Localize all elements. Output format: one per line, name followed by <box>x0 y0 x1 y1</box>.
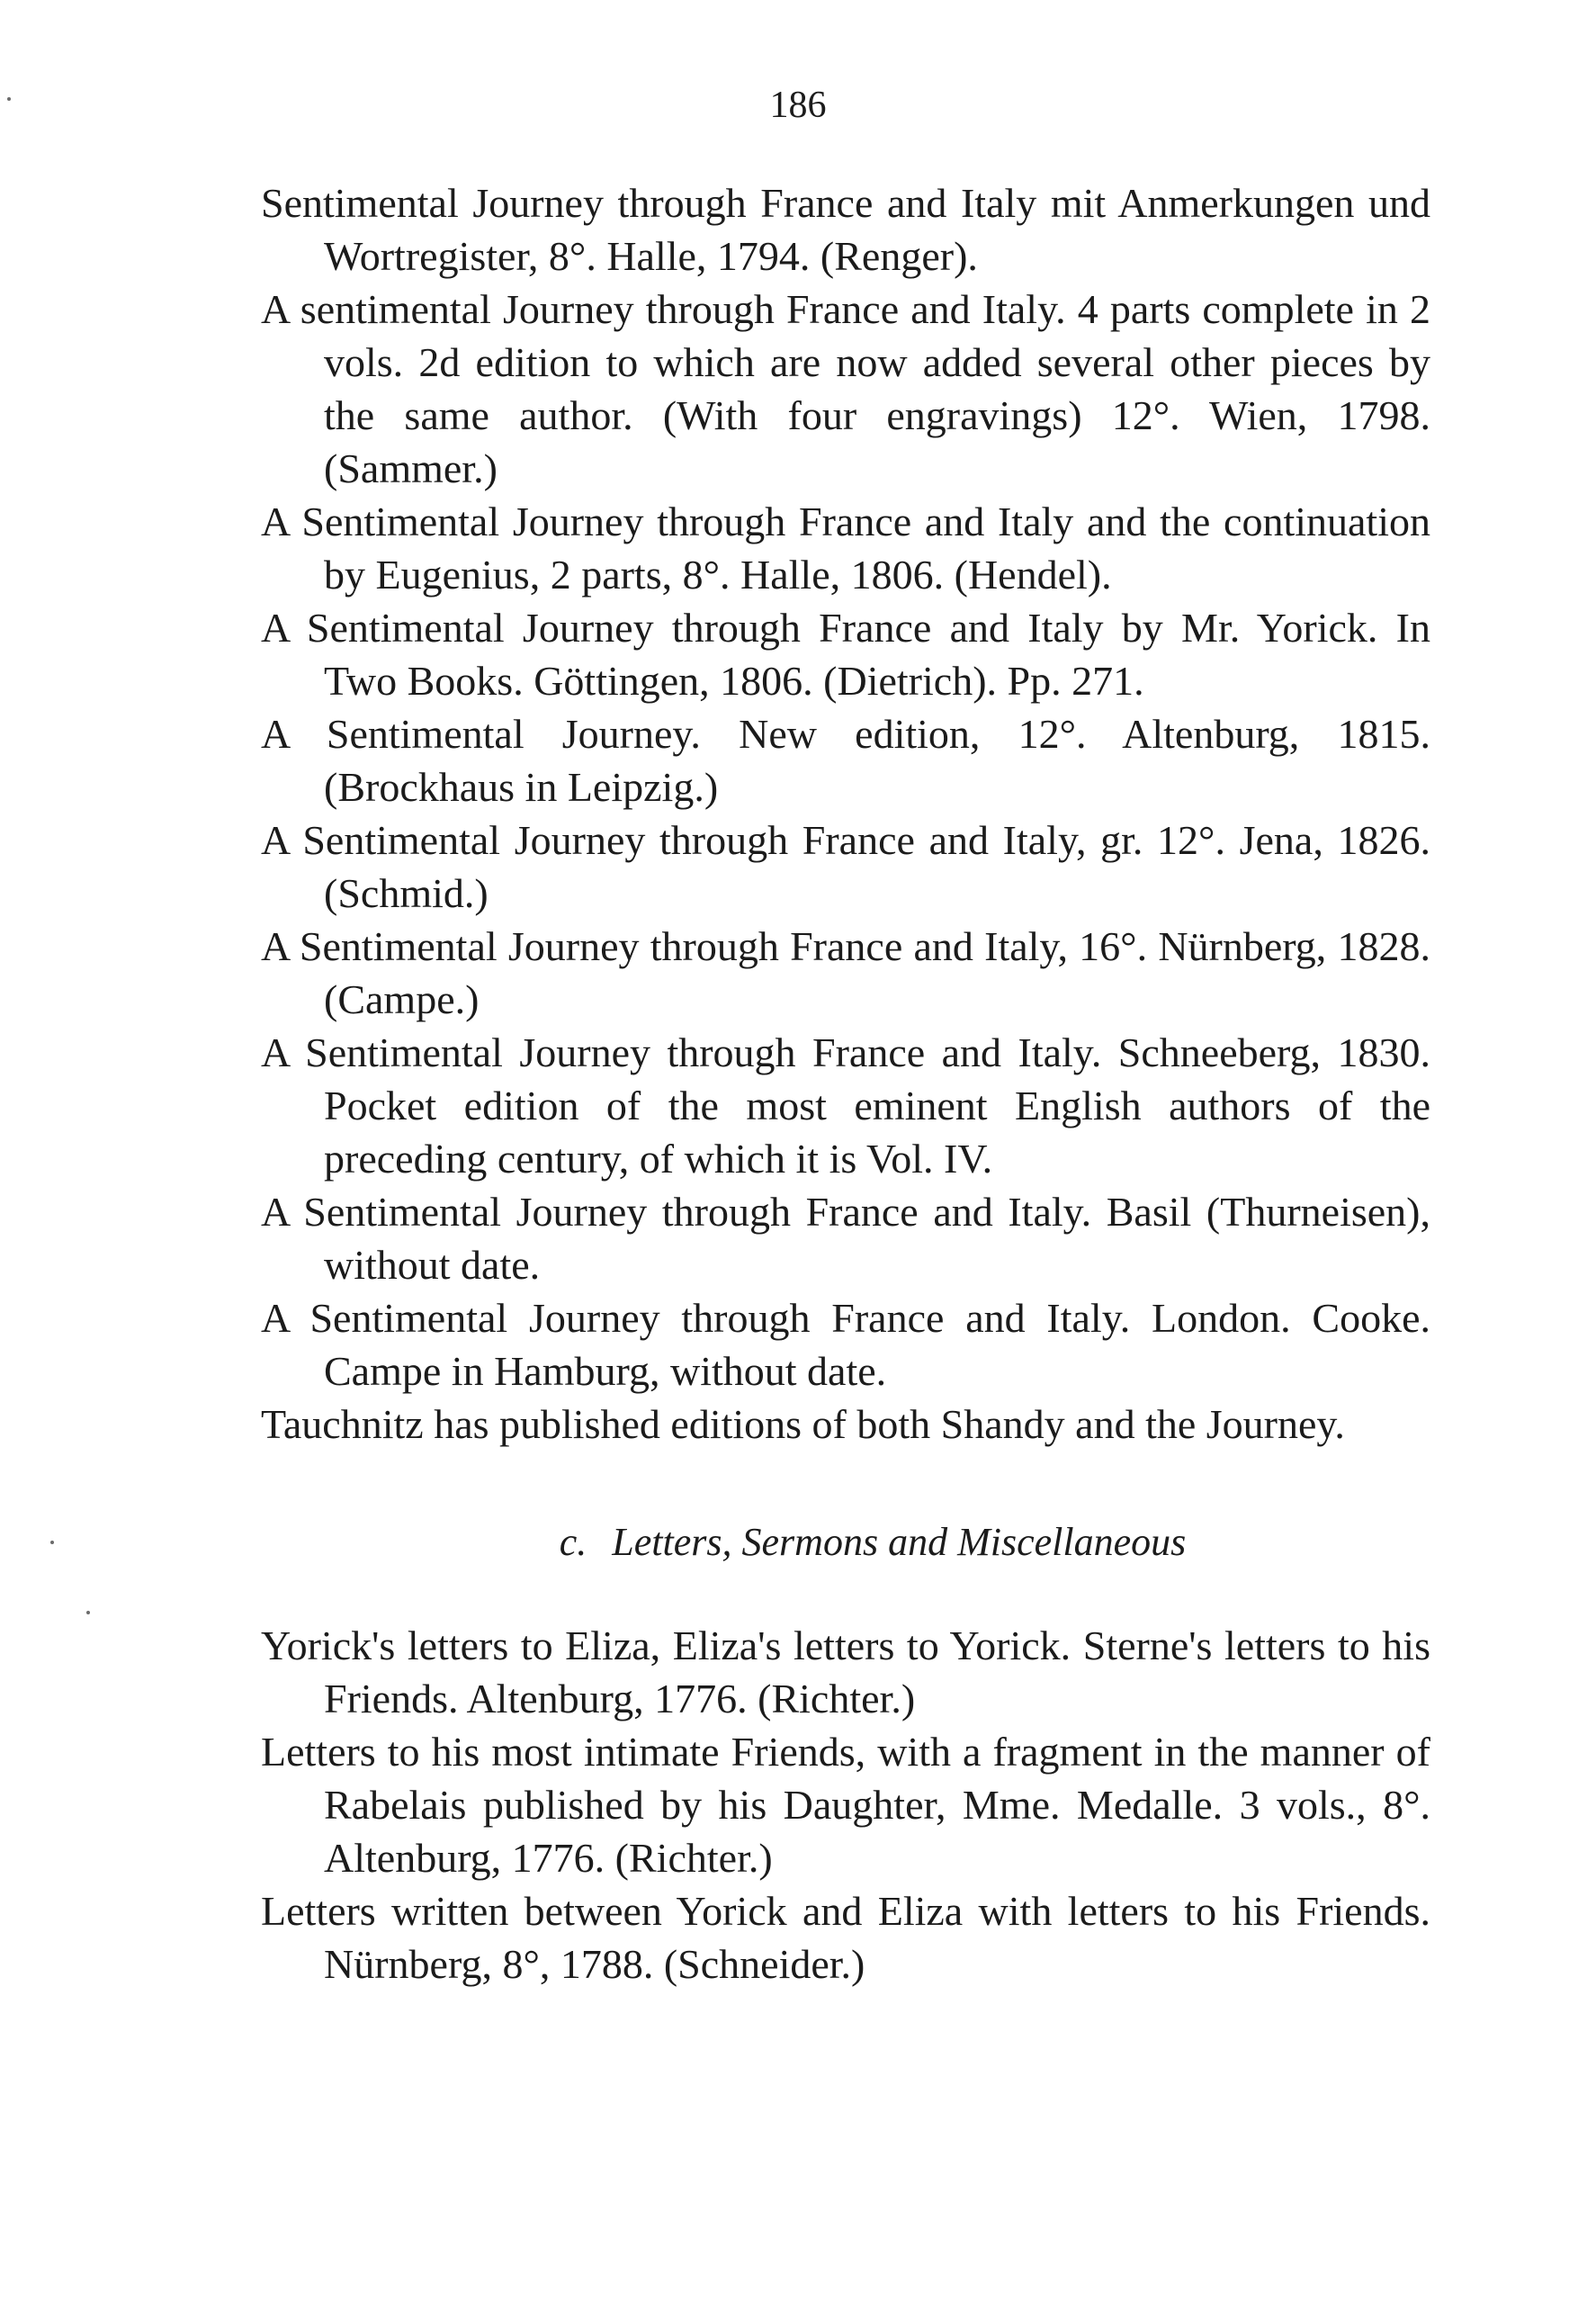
bibliography-entry: A Sentimental Journey through France and Italy, gr. 12°. Jena, 1826. (Schmid.) <box>261 817 1430 916</box>
bibliography-entry: Letters to his most intimate Friends, with a fragment in the manner of Rabelais published by his Daughter, Mme. Medalle. 3 vols., 8°. Altenburg, 1776. (Richter.) <box>261 1729 1430 1881</box>
bibliography-entry: A Sentimental Journey through France and Italy. London. Cooke. Campe in Hamburg, without date. <box>261 1295 1430 1394</box>
bibliography-entry: A Sentimental Journey through France and Italy. Schneeberg, 1830. Pocket edition of the most eminent English authors of the preceding century, of which it is Vol. IV. <box>261 1029 1430 1182</box>
bibliography-entry: A sentimental Journey through France and Italy. 4 parts complete in 2 vols. 2d edition to which are now added several other pieces by the same author. (With four engravings) 12°. Wien, 1798. (Sammer.) <box>261 286 1430 491</box>
bibliography-note: Tauchnitz has published editions of both Shandy and the Journey. <box>261 1401 1345 1447</box>
scan-speck <box>86 1611 90 1614</box>
section-heading <box>261 1515 1430 1568</box>
bibliography-entry: Sentimental Journey through France and Italy mit Anmerkungen und Wortregister, 8°. Halle, 1794. (Renger). <box>261 180 1430 279</box>
scan-speck <box>50 1541 54 1544</box>
bibliography-entry: Letters written between Yorick and Eliza with letters to his Friends. Nürnberg, 8°, 1788. (Schneider.) <box>261 1888 1430 1987</box>
section-letter: c. <box>559 1520 587 1564</box>
section-title: Letters, Sermons and Miscellaneous <box>612 1520 1187 1564</box>
bibliography-entry: A Sentimental Journey through France and Italy. Basil (Thurneisen), without date. <box>261 1189 1430 1288</box>
bibliography-entry: A Sentimental Journey through France and Italy, 16°. Nürnberg, 1828. (Campe.) <box>261 923 1430 1022</box>
bibliography-entry: A Sentimental Journey through France and Italy by Mr. Yorick. In Two Books. Göttingen, 1806. (Dietrich). Pp. 271. <box>261 605 1430 704</box>
page-number: 186 <box>769 85 827 126</box>
bibliography-entry: A Sentimental Journey. New edition, 12°. Altenburg, 1815. (Brockhaus in Leipzig.) <box>261 711 1430 810</box>
bibliography-entry: Yorick's letters to Eliza, Eliza's letters to Yorick. Sterne's letters to his Friends. Altenburg, 1776. (Richter.) <box>261 1622 1430 1721</box>
bibliography-column <box>261 176 1430 1991</box>
scan-speck <box>7 97 11 101</box>
bibliography-entry: A Sentimental Journey through France and Italy and the continuation by Eugenius, 2 parts, 8°. Halle, 1806. (Hendel). <box>261 499 1430 598</box>
